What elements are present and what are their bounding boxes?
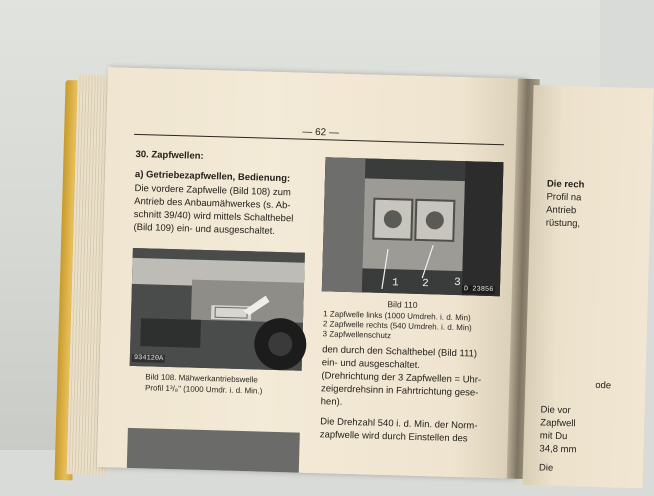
facing-line: ode (595, 379, 612, 392)
figure-109-photo-partial (127, 428, 300, 473)
facing-line: 34,8 mm (539, 443, 577, 456)
page-number: — 62 — (296, 126, 345, 138)
facing-line: Die rech (546, 178, 585, 191)
figure-110-photo (322, 157, 504, 296)
body-line: zapfwelle wird durch Einstellen des (319, 429, 468, 445)
callout-3: 3 (453, 276, 461, 290)
facing-line: Die vor (540, 404, 571, 417)
facing-line: Profil na (546, 191, 582, 204)
body-line: (Drehrichtung der 3 Zapfwellen = Uhr- (321, 370, 482, 386)
intro-line: (Bild 109) ein- und ausgeschaltet. (133, 221, 276, 237)
section-subheading: a) Getriebezapfwellen, Bedienung: (134, 168, 291, 185)
figure-108-plate-id: 934120A (133, 354, 164, 363)
figure-110-plate-id: D 23856 (463, 285, 494, 295)
body-line: hen). (320, 396, 343, 408)
figure-110-title: Bild 110 (387, 299, 418, 310)
body-line: den durch den Schalthebel (Bild 111) (322, 344, 478, 360)
facing-line: Zapfwell (540, 417, 576, 430)
section-heading: 30. Zapfwellen: (135, 148, 204, 162)
body-line: Die Drehzahl 540 i. d. Min. der Norm- (320, 416, 478, 432)
body-line: ein- und ausgeschaltet. (321, 357, 421, 371)
facing-line: rüstung, (545, 217, 581, 230)
pto-shafts-photo (322, 157, 504, 296)
body-line: zeigerdrehsinn in Fahrtrichtung gese- (320, 383, 479, 399)
open-book (55, 66, 626, 481)
intro-line: schnitt 39/40) wird mittels Schalthebel (133, 208, 294, 225)
callout-1: 1 (391, 277, 399, 290)
intro-line: Antrieb des Anbaumähwerkes (s. Ab- (134, 195, 291, 212)
figure-110-legend-item: 3 Zapfwellenschutz (322, 329, 392, 341)
figure-108-caption-line: Bild 108. Mähwerkantriebswelle (145, 372, 258, 385)
mower-drive-shaft-photo (130, 248, 305, 371)
callout-2: 2 (421, 278, 429, 291)
figure-108-caption-line: Profil 1³/₈" (1000 Umdr. i. d. Min.) (144, 383, 263, 396)
facing-line: Die (538, 462, 554, 474)
intro-line: Die vordere Zapfwelle (Bild 108) zum (134, 182, 291, 199)
figure-108-photo (130, 248, 305, 371)
facing-page (522, 85, 653, 488)
figure-110-legend-item: 2 Zapfwelle rechts (540 Umdreh. i. d. Min) (322, 319, 472, 333)
figure-110-legend-item: 1 Zapfwelle links (1000 Umdreh. i. d. Min) (323, 309, 471, 323)
left-page (97, 67, 526, 479)
facing-line: mit Du (539, 430, 568, 443)
facing-line: Antrieb (546, 204, 577, 217)
